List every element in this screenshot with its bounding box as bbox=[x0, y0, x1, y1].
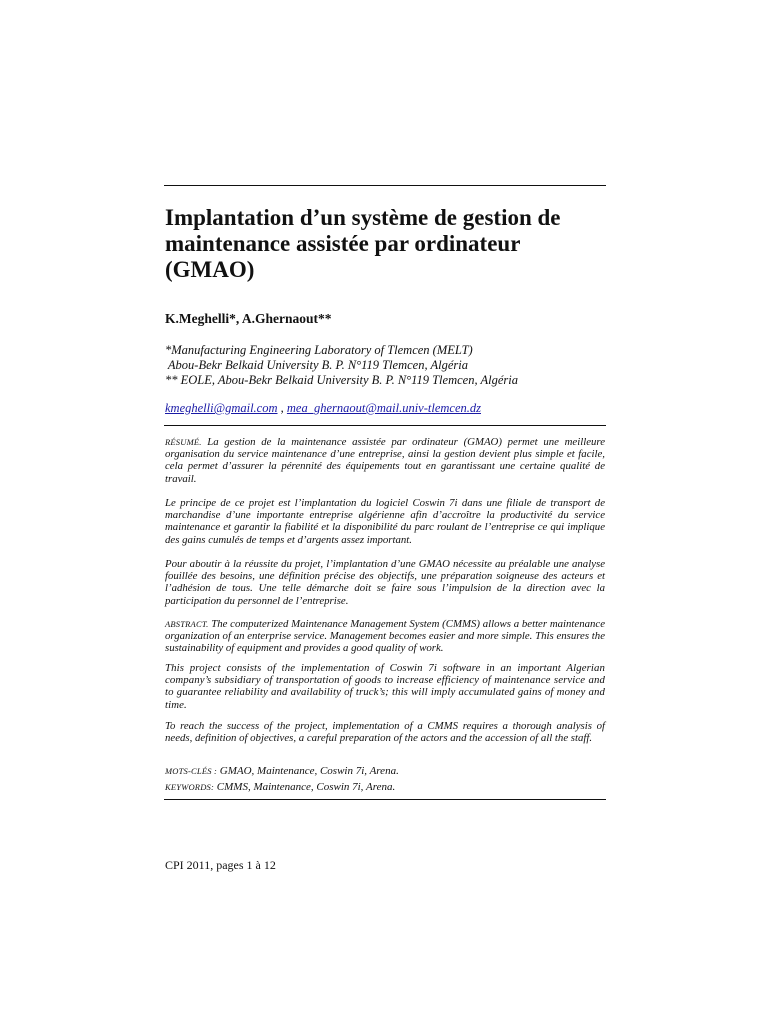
abstract-bottom-rule bbox=[164, 799, 606, 800]
abstract-paragraph-3: To reach the success of the project, implementation of a CMMS requires a thorough analysis of needs, definition of objectives, a careful preparation of the actors and the accession of all the staff. bbox=[165, 720, 605, 745]
keywords-fr bbox=[165, 765, 605, 777]
affiliation-line: ** EOLE, Abou-Bekr Belkaid University B. P. N°119 Tlemcen, Algéria bbox=[165, 373, 518, 387]
abstract-paragraph bbox=[165, 618, 605, 655]
resume-label: RÉSUMÉ. bbox=[165, 437, 202, 447]
page-footer: CPI 2011, pages 1 à 12 bbox=[165, 858, 276, 872]
abstract-text: The computerized Maintenance Management System (CMMS) allows a better maintenance organization of an enterprise service. Management becomes easier and more simple. This ensures the sustainability of equipment and provides a good quality of work. bbox=[165, 618, 605, 655]
abstract-top-rule bbox=[164, 425, 606, 426]
top-rule bbox=[164, 185, 606, 186]
affiliation-line: *Manufacturing Engineering Laboratory of Tlemcen (MELT) bbox=[165, 343, 473, 357]
email-line bbox=[165, 401, 605, 416]
resume-paragraph bbox=[165, 436, 605, 485]
keywords-en-text: CMMS, Maintenance, Coswin 7i, Arena. bbox=[214, 781, 396, 793]
email-separator: , bbox=[277, 401, 287, 415]
authors: K.Meghelli*, A.Ghernaout** bbox=[165, 311, 332, 326]
email-link-2[interactable]: mea_ghernaout@mail.univ-tlemcen.dz bbox=[286, 401, 481, 415]
abstract-label: ABSTRACT. bbox=[165, 619, 209, 629]
keywords-en-label: KEYWORDS: bbox=[165, 782, 215, 792]
affiliations bbox=[165, 343, 605, 388]
paper-title: Implantation d’un système de gestion de maintenance assistée par ordinateur (GMAO) bbox=[165, 205, 561, 282]
affiliation-line: Abou-Bekr Belkaid University B. P. N°119 Tlemcen, Algéria bbox=[165, 358, 468, 372]
abstract-paragraph-2: This project consists of the implementation of Coswin 7i software in an important Algerian company’s subsidiary of transportation of goods to increase efficiency of maintenance service and to guarantee reliability and availability of truck’s; this will imply accumulated gains of money and time. bbox=[165, 662, 605, 711]
resume-paragraph-2: Le principe de ce projet est l’implantation du logiciel Coswin 7i dans une filiale de transport de marchandise d’une importante entreprise algérienne afin d’accroître la productivité du service maintenance et garantir la fiabilité et la disponibilité du parc roulant de l’entreprise ce qui implique des gains cumulés de temps et d’argents assez important. bbox=[165, 497, 605, 546]
resume-text: La gestion de la maintenance assistée par ordinateur (GMAO) permet une meilleure organisation du service maintenance d’une entreprise, ainsi la gestion devient plus simple et facile, cela permet d’assurer la pérennité des équipements tout en garantissant une certaine qualité de travail. bbox=[165, 436, 605, 485]
keywords-fr-text: GMAO, Maintenance, Coswin 7i, Arena. bbox=[217, 765, 399, 777]
keywords-fr-label: MOTS-CLÉS : bbox=[165, 766, 218, 776]
resume-paragraph-3: Pour aboutir à la réussite du projet, l’implantation d’une GMAO nécessite au préalable une analyse fouillée des besoins, une définition précise des objectifs, une préparation soigneuse des acteurs et l’adhésion de tous. Une telle démarche doit se faire sous l’impulsion de la direction avec la participation du personnel de l’entreprise. bbox=[165, 558, 605, 607]
email-link-1[interactable]: kmeghelli@gmail.com bbox=[165, 401, 278, 415]
keywords-en bbox=[165, 781, 605, 793]
